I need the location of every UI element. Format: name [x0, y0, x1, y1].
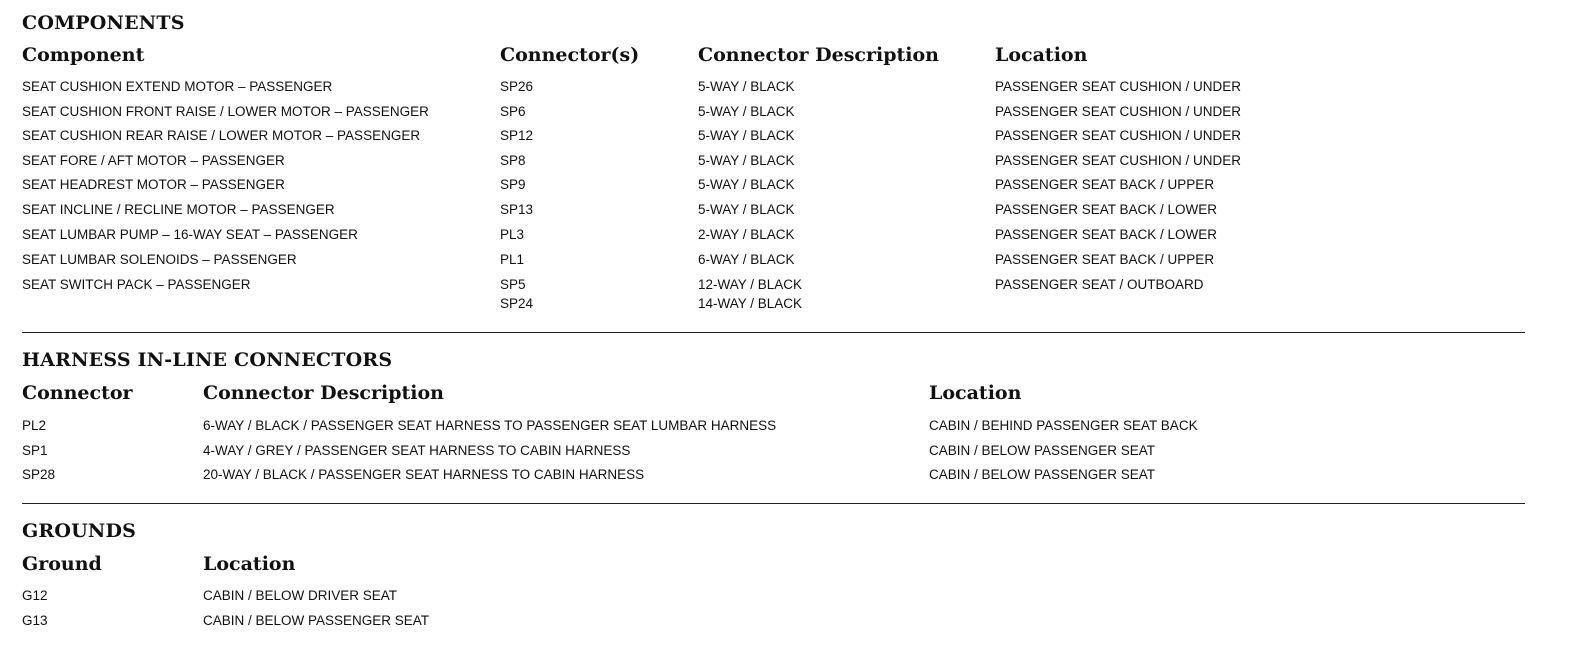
- section-divider: [22, 332, 1525, 333]
- component-location: PASSENGER SEAT BACK / LOWER: [995, 227, 1218, 242]
- components-header-location: Location: [995, 44, 1088, 66]
- components-header-component: Component: [22, 44, 145, 66]
- component-location: PASSENGER SEAT CUSHION / UNDER: [995, 79, 1242, 94]
- component-connector-description: 5-WAY / BLACK: [698, 153, 795, 168]
- harness-header-connector: Connector: [22, 382, 133, 404]
- component-name: SEAT SWITCH PACK – PASSENGER: [22, 277, 251, 292]
- component-connector-description: 14-WAY / BLACK: [698, 296, 803, 311]
- harness-header-location: Location: [929, 382, 1022, 404]
- component-location: PASSENGER SEAT BACK / UPPER: [995, 177, 1215, 192]
- component-name: SEAT CUSHION REAR RAISE / LOWER MOTOR – PASSENGER: [22, 128, 421, 143]
- harness-connector-description: 6-WAY / BLACK / PASSENGER SEAT HARNESS TO PASSENGER SEAT LUMBAR HARNESS: [203, 418, 777, 433]
- harness-location: CABIN / BEHIND PASSENGER SEAT BACK: [929, 418, 1198, 433]
- component-location: PASSENGER SEAT BACK / UPPER: [995, 252, 1215, 267]
- component-connector: SP12: [500, 128, 534, 143]
- section-divider: [22, 503, 1525, 504]
- component-location: PASSENGER SEAT CUSHION / UNDER: [995, 104, 1242, 119]
- component-connector-description: 12-WAY / BLACK: [698, 277, 803, 292]
- component-name: SEAT HEADREST MOTOR – PASSENGER: [22, 177, 285, 192]
- component-connector-description: 5-WAY / BLACK: [698, 177, 795, 192]
- components-section-title: COMPONENTS: [22, 12, 185, 34]
- ground-location: CABIN / BELOW DRIVER SEAT: [203, 588, 398, 603]
- harness-connector-description: 4-WAY / GREY / PASSENGER SEAT HARNESS TO CABIN HARNESS: [203, 443, 631, 458]
- component-name: SEAT FORE / AFT MOTOR – PASSENGER: [22, 153, 285, 168]
- component-connector-description: 5-WAY / BLACK: [698, 104, 795, 119]
- grounds-section-title: GROUNDS: [22, 520, 137, 542]
- ground-id: G12: [22, 588, 48, 603]
- component-connector: SP9: [500, 177, 526, 192]
- component-name: SEAT INCLINE / RECLINE MOTOR – PASSENGER: [22, 202, 335, 217]
- grounds-header-ground: Ground: [22, 553, 102, 575]
- ground-id: G13: [22, 613, 48, 628]
- component-name: SEAT CUSHION FRONT RAISE / LOWER MOTOR – PASSENGER: [22, 104, 429, 119]
- component-location: PASSENGER SEAT CUSHION / UNDER: [995, 128, 1242, 143]
- component-name: SEAT CUSHION EXTEND MOTOR – PASSENGER: [22, 79, 333, 94]
- harness-connector: SP28: [22, 467, 56, 482]
- harness-connector: SP1: [22, 443, 48, 458]
- component-location: PASSENGER SEAT BACK / LOWER: [995, 202, 1218, 217]
- harness-section-title: HARNESS IN-LINE CONNECTORS: [22, 349, 393, 371]
- harness-connector: PL2: [22, 418, 47, 433]
- component-location: PASSENGER SEAT / OUTBOARD: [995, 277, 1204, 292]
- component-connector-description: 5-WAY / BLACK: [698, 202, 795, 217]
- component-connector: SP13: [500, 202, 534, 217]
- component-connector: PL1: [500, 252, 525, 267]
- harness-location: CABIN / BELOW PASSENGER SEAT: [929, 443, 1156, 458]
- component-connector-description: 6-WAY / BLACK: [698, 252, 795, 267]
- component-connector: PL3: [500, 227, 525, 242]
- grounds-header-location: Location: [203, 553, 296, 575]
- harness-connector-description: 20-WAY / BLACK / PASSENGER SEAT HARNESS TO CABIN HARNESS: [203, 467, 645, 482]
- component-connector-description: 2-WAY / BLACK: [698, 227, 795, 242]
- component-connector: SP8: [500, 153, 526, 168]
- components-header-connectors: Connector(s): [500, 44, 640, 66]
- component-connector: SP26: [500, 79, 534, 94]
- component-connector: SP24: [500, 296, 534, 311]
- component-name: SEAT LUMBAR SOLENOIDS – PASSENGER: [22, 252, 297, 267]
- component-connector: SP5: [500, 277, 526, 292]
- component-location: PASSENGER SEAT CUSHION / UNDER: [995, 153, 1242, 168]
- component-connector-description: 5-WAY / BLACK: [698, 79, 795, 94]
- component-name: SEAT LUMBAR PUMP – 16-WAY SEAT – PASSENGER: [22, 227, 358, 242]
- component-connector-description: 5-WAY / BLACK: [698, 128, 795, 143]
- harness-location: CABIN / BELOW PASSENGER SEAT: [929, 467, 1156, 482]
- harness-header-description: Connector Description: [203, 382, 444, 404]
- components-header-description: Connector Description: [698, 44, 939, 66]
- component-connector: SP6: [500, 104, 526, 119]
- ground-location: CABIN / BELOW PASSENGER SEAT: [203, 613, 430, 628]
